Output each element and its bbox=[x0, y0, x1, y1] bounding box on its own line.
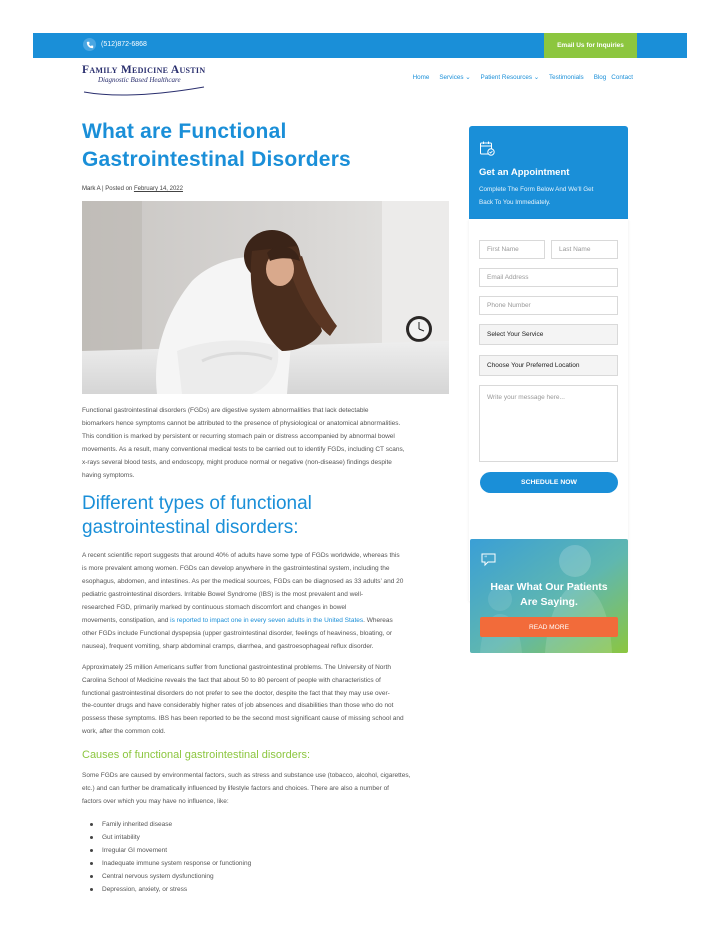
nav-home[interactable]: Home bbox=[412, 74, 430, 81]
text-line: nausea), frequent vomiting, sharp abdominal cramps, diarrhea, and gastroesophageal reflux disorder. bbox=[82, 642, 374, 650]
email-inquiries-button[interactable]: Email Us for Inquiries bbox=[544, 33, 637, 58]
section-heading-line: Different types of functional bbox=[82, 493, 312, 515]
appointment-widget bbox=[469, 126, 628, 601]
nav-blog[interactable]: Blog bbox=[593, 74, 607, 81]
logo[interactable] bbox=[82, 64, 205, 84]
phone-number: (512)872-6868 bbox=[101, 41, 147, 48]
top-bar bbox=[33, 33, 687, 58]
page-title-line: What are Functional bbox=[82, 120, 287, 143]
text-line: x-rays several blood tests, and endoscopy, might produce normal or negative (non-disease) findings despite bbox=[82, 458, 392, 466]
chevron-down-icon: ⌄ bbox=[533, 74, 540, 81]
page-title bbox=[82, 118, 450, 174]
phone-icon bbox=[83, 38, 96, 51]
posted-on-label: | Posted on bbox=[102, 186, 133, 192]
prevalence-paragraph bbox=[82, 662, 450, 739]
text-line: possess these symptoms. IBS has been reported to be the second most significant cause of missing school and bbox=[82, 715, 404, 723]
nav-services-label: Services bbox=[439, 74, 464, 81]
causes-list bbox=[82, 818, 450, 896]
post-date[interactable]: February 14, 2022 bbox=[133, 186, 183, 192]
nav-patient-resources-label: Patient Resources bbox=[480, 74, 532, 81]
section-heading bbox=[82, 492, 450, 540]
text-line: having symptoms. bbox=[82, 471, 135, 479]
nav-contact[interactable]: Contact bbox=[611, 74, 633, 81]
text-line: functional gastrointestinal disorders do not prefer to see the doctor, despite the fact that they may use over- bbox=[82, 689, 390, 697]
appointment-title: Get an Appointment bbox=[479, 167, 570, 178]
text-line: Some FGDs are caused by environmental factors, such as stress and substance use (tobacco, alcohol, cigarettes, bbox=[82, 772, 411, 780]
list-item: Central nervous system dysfunctioning bbox=[82, 870, 450, 883]
text-line: researched FGD, primarily marked by continuous stomach discomfort and changes in bowel bbox=[82, 604, 347, 612]
article bbox=[82, 118, 450, 893]
types-paragraph bbox=[82, 550, 450, 653]
logo-tagline: Diagnostic Based Healthcare bbox=[98, 76, 181, 84]
text-line: Approximately 25 million Americans suffer from functional gastrointestinal problems. The University of North bbox=[82, 663, 392, 671]
nav-patient-resources[interactable] bbox=[481, 74, 539, 81]
service-select[interactable]: Select Your Service bbox=[479, 324, 618, 345]
last-name-input[interactable]: Last Name bbox=[551, 240, 618, 259]
text-line: is more prevalent among women. FGDs can develop anywhere in the gastrointestinal system, including the bbox=[82, 565, 390, 573]
site-header bbox=[33, 58, 687, 100]
text-line: Hear What Our Patients bbox=[490, 581, 608, 593]
nav-services[interactable] bbox=[439, 74, 470, 81]
svg-text:“: “ bbox=[484, 555, 487, 563]
text-line: pediatric gastrointestinal disorders. Irritable Bowel Syndrome (IBS) is the most prevalent and well- bbox=[82, 591, 364, 599]
hero-image bbox=[82, 201, 449, 394]
text-line: esophagus, abdomen, and intestines. As per the medical sources, FGDs can be diagnosed as 33 adults’ and 20 bbox=[82, 578, 404, 586]
quote-bubble-icon bbox=[480, 551, 498, 569]
text-line: Complete The Form Below And We'll Get bbox=[479, 186, 594, 193]
text-line: Back To You Immediately. bbox=[479, 198, 551, 206]
ibs-statistic-link[interactable]: is reported to impact one in every seven adults in the United States bbox=[170, 616, 364, 624]
appointment-subtitle bbox=[479, 184, 618, 209]
text-line: the-counter drugs and have considerably higher rates of job absences and disabilities than those who do not bbox=[82, 702, 394, 710]
list-item: Family inherited disease bbox=[82, 818, 450, 831]
text-line: movements. As a result, many conventional medical tests to be carried out to identify FGDs, including CT scans, bbox=[82, 445, 405, 453]
text-line: A recent scientific report suggests that around 40% of adults have some type of FGDs worldwide, whereas this bbox=[82, 552, 400, 560]
text-fragment: movements, constipation, and bbox=[82, 616, 171, 624]
logo-name: Family Medicine Austin bbox=[82, 64, 206, 76]
text-line: work, after the common cold. bbox=[82, 728, 166, 736]
message-textarea[interactable]: Write your message here... bbox=[479, 385, 618, 462]
email-input[interactable]: Email Address bbox=[479, 268, 618, 287]
list-item: Gut irritability bbox=[82, 831, 450, 844]
author[interactable]: Mark A bbox=[82, 186, 101, 192]
text-line: other FGDs include Functional dyspepsia (upper gastrointestinal disorder, feelings of heaviness, bloating, or bbox=[82, 629, 393, 637]
text-line bbox=[82, 615, 450, 628]
text-line: factors over which you may have no influence, like: bbox=[82, 797, 229, 805]
testimonials-title bbox=[470, 580, 628, 610]
text-line: Functional gastrointestinal disorders (FGDs) are digestive system abnormalities that lack detectable bbox=[82, 407, 369, 414]
phone-input[interactable]: Phone Number bbox=[479, 296, 618, 315]
intro-paragraph bbox=[82, 405, 450, 482]
main-nav bbox=[413, 74, 633, 81]
nav-testimonials[interactable]: Testimonials bbox=[549, 74, 584, 81]
text-line: Are Saying. bbox=[520, 596, 578, 608]
testimonials-banner bbox=[470, 539, 628, 653]
causes-paragraph bbox=[82, 770, 450, 809]
list-item: Inadequate immune system response or functioning bbox=[82, 857, 450, 870]
text-line: Carolina School of Medicine reveals the fact that about 50 to 80 percent of people with characteristics of bbox=[82, 676, 381, 684]
phone-link[interactable] bbox=[83, 38, 147, 51]
causes-heading: Causes of functional gastrointestinal disorders: bbox=[82, 749, 311, 762]
schedule-now-button[interactable]: SCHEDULE NOW bbox=[480, 472, 618, 493]
chevron-down-icon: ⌄ bbox=[465, 74, 471, 81]
list-item: Irregular GI movement bbox=[82, 844, 450, 857]
first-name-input[interactable]: First Name bbox=[479, 240, 545, 259]
post-meta bbox=[82, 186, 450, 192]
text-line: etc.) and can further be dramatically influenced by lifestyle factors and choices. There are also a number of bbox=[82, 785, 389, 793]
page-title-line: Gastrointestinal Disorders bbox=[82, 148, 351, 171]
location-select[interactable]: Choose Your Preferred Location bbox=[479, 355, 618, 376]
logo-swoosh-icon bbox=[82, 84, 207, 96]
text-fragment: . Whereas bbox=[363, 616, 393, 624]
woman-stomach-pain-illustration bbox=[82, 201, 449, 394]
read-more-button[interactable]: READ MORE bbox=[480, 617, 618, 637]
text-line: This condition is marked by persistent or recurring stomach pain or distress accompanied by abnormal bowel bbox=[82, 432, 395, 440]
text-line: biomarkers hence symptoms cannot be attributed to the presence of physiological or anatomical abnormalities. bbox=[82, 419, 401, 427]
calendar-check-icon bbox=[479, 140, 495, 156]
list-item: Depression, anxiety, or stress bbox=[82, 883, 450, 896]
section-heading-line: gastrointestinal disorders: bbox=[82, 517, 299, 539]
appointment-header bbox=[469, 126, 628, 219]
